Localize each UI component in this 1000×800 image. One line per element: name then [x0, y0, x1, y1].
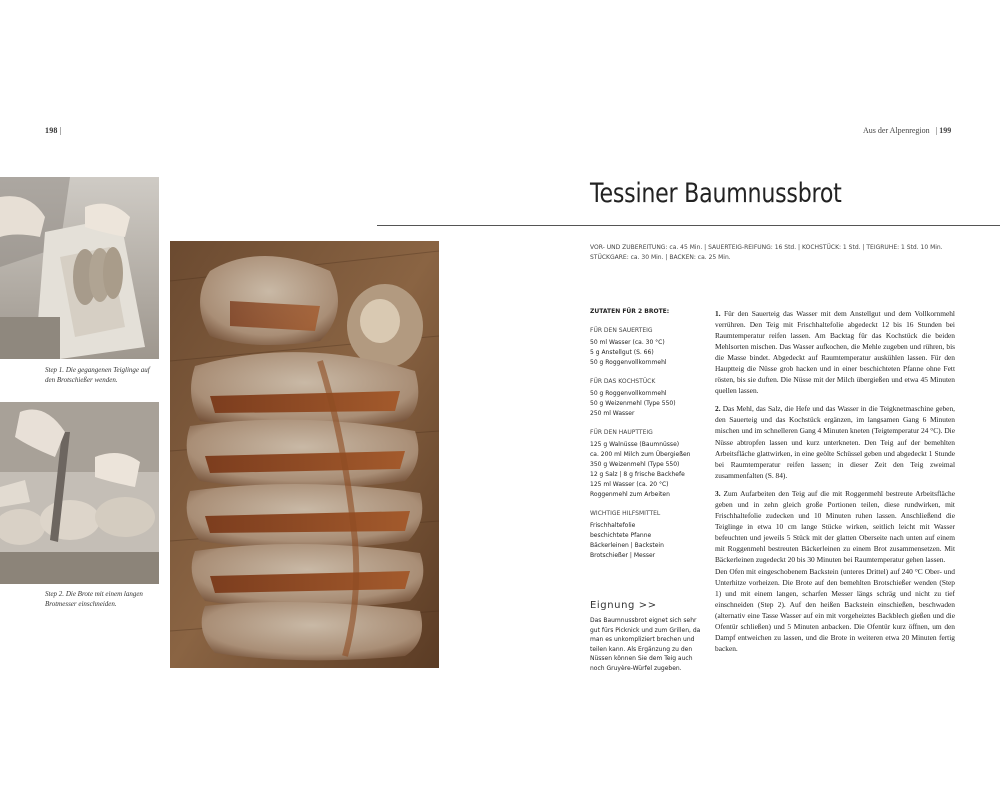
ingredient-line: Roggenmehl zum Arbeiten [590, 491, 670, 498]
section-title: FÜR DAS KOCHSTÜCK [590, 378, 656, 385]
ingredient-line: 250 ml Wasser [590, 410, 635, 417]
ingredient-line: 5 g Anstellgut (S. 66) [590, 349, 654, 356]
ingredients-heading: ZUTATEN FÜR 2 BROTE: [590, 308, 670, 315]
ingredient-line: beschichtete Pfanne [590, 532, 652, 539]
eignung-title: Eignung >> [590, 600, 657, 611]
eignung-text: Das Baumnussbrot eignet sich sehr gut fürs Picknick und zum Grillen, da man es unkompliziert brechen und teilen kann. Als Ergänzung zu den Nüssen können Sie dem Teig auch noch Gruyère-Würfel zugeben. [590, 617, 701, 672]
ingredient-line: 50 g Weizenmehl (Type 550) [590, 400, 676, 407]
right-page-number: 199 [939, 126, 952, 135]
ingredient-line: 50 g Roggenvollkornmehl [590, 359, 667, 366]
recipe-title: Tessiner Baumnussbrot [590, 178, 842, 209]
recipe-meta [590, 243, 990, 263]
section-title: WICHTIGE HILFSMITTEL [590, 510, 661, 517]
meta-line-1: VOR- UND ZUBEREITUNG: ca. 45 Min. | SAUERTEIG-REIFUNG: 16 Std. | KOCHSTÜCK: 1 Std. | TEIGRUHE: 1 Std. 10 Min. [590, 244, 943, 251]
ingredient-line: Brotschießer | Messer [590, 552, 656, 559]
step2-photo [0, 402, 159, 584]
method-text [715, 308, 955, 661]
ingredient-line: 50 ml Wasser (ca. 30 °C) [590, 339, 665, 346]
ingredient-line: Bäckerleinen | Backstein [590, 542, 664, 549]
method-step-3: 3. Zum Aufarbeiten den Teig auf die mit Roggenmehl bestreute Arbeitsfläche geben und in zehn gleich große Portionen teilen, diese rundwirken, mit Frischhaltefolie zudecken und 10 Minuten ruhen lassen. Anschließend die Teiglinge in etwa 10 cm lange Stücke wirken, seitlich leicht mit Wasser befeuchten und jeweils 5 Stück mit der glatten Oberseite nach unten auf einem mit Roggenmehl bestreuten Bäckerleinen zu einem Brot zusammensetzen. Mit Bäckerleinen zugedeckt 20 bis 30 Minuten bei Raumtemperatur gehen lassen. [715, 488, 955, 564]
left-page-number: 198 | [45, 126, 62, 135]
ingredient-line: 50 g Roggenvollkornmehl [590, 390, 667, 397]
running-head: Aus der Alpenregion | 199 [863, 126, 952, 135]
meta-line-2: STÜCKGARE: ca. 30 Min. | BACKEN: ca. 25 Min. [590, 254, 731, 261]
ingredient-line: 350 g Weizenmehl (Type 550) [590, 461, 680, 468]
ingredient-line: 125 ml Wasser (ca. 20 °C) [590, 481, 669, 488]
step1-photo [0, 177, 159, 359]
step2-caption: Step 2. Die Brote mit einem langen Brotmesser einschneiden. [45, 590, 143, 608]
ingredient-line: 125 g Walnüsse (Baumnüsse) [590, 441, 680, 448]
section-title: FÜR DEN HAUPTTEIG [590, 429, 653, 436]
ingredient-line: Frischhaltefolie [590, 522, 636, 529]
step1-caption: Step 1. Die gegangenen Teiglinge auf den Brotschießer wenden. [45, 366, 150, 384]
bread-photo [170, 241, 439, 668]
method-step-4: Den Ofen mit eingeschobenem Backstein (unteres Drittel) auf 240 °C Ober- und Unterhitze vorheizen. Die Brote auf den bemehlten Brotschießer wenden (Step 1) und mit einem langen, scharfen Messer längs schräg und nicht zu tief einschneiden (Step 2). Auf den heißen Backstein einschießen, beschwaden (alternativ eine Tasse Wasser auf ein mit vorgeheiztes Backblech gießen und die Ofentür schließen) und 5 Minuten anbacken. Die Ofentür kurz öffnen, um den Dampf entweichen zu lassen, und die Brote in weiteren etwa 20 Minuten fertig backen. [715, 567, 955, 654]
method-step-1: 1. Für den Sauerteig das Wasser mit dem Anstellgut und dem Vollkornmehl verrühren. Den Teig mit Frischhaltefolie abgedeckt 12 bis 16 Stunden bei Raumtemperatur reifen lassen. Am Backtag für das Kochstück die beiden Mehlsorten mischen. Das Wasser aufkochen, die Mehle zugeben und rühren, bis die Masse bindet. Abgedeckt auf Raumtemperatur auskühlen lassen. Für den Hauptteig die Nüsse grob hacken und in einer beschichteten Pfanne ohne Fett rösten, bis sie duften. Die Nüsse mit der Milch übergießen und etwa 45 Minuten quellen lassen. [715, 309, 955, 396]
method-step-2: 2. Das Mehl, das Salz, die Hefe und das Wasser in die Teigknetmaschine geben, den Sauerteig und das Kochstück ergänzen, im langsamen Gang 6 Minuten mischen und im schnelleren Gang 4 Minuten kneten (Teigtemperatur 24 °C). Die Nüsse abtropfen lassen und kurz unterkneten. Den Teig auf der bemehlten Arbeitsfläche glattwirken, in eine geölte Schüssel geben und abgedeckt 1 Stunde bei Raumtemperatur reifen lassen; in dieser Zeit den Teig zweimal zusammenfalten (S. 84). [715, 404, 955, 480]
section-title: FÜR DEN SAUERTEIG [590, 327, 653, 334]
ingredient-line: ca. 200 ml Milch zum Übergießen [590, 451, 691, 458]
title-rule [377, 225, 1000, 226]
ingredients [590, 307, 705, 561]
ingredient-line: 12 g Salz | 8 g frische Backhefe [590, 471, 685, 478]
